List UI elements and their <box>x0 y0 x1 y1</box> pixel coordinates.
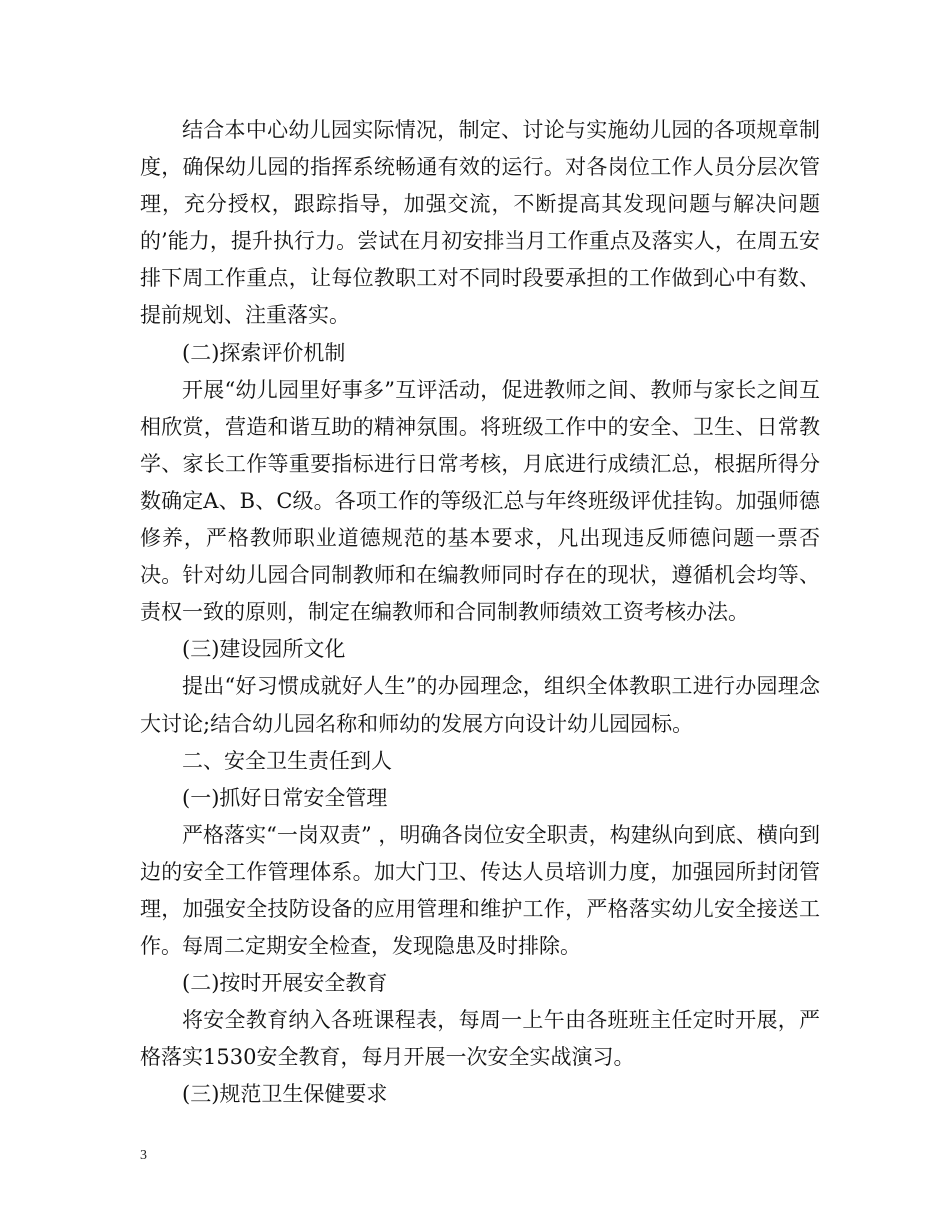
paragraph-management: 结合本中心幼儿园实际情况，制定、讨论与实施幼儿园的各项规章制度，确保幼儿园的指挥系统畅通有效的运行。对各岗位工作人员分层次管理，充分授权，跟踪指导，加强交流，不断提高其发现问题与解决问题的’能力，提升执行力。尝试在月初安排当月工作重点及落实人，在周五安排下周工作重点，让每位教职工对不同时段要承担的工作做到心中有数、提前规划、注重落实。 <box>140 118 820 328</box>
heading-safety-hygiene: 二、安全卫生责任到人 <box>182 748 392 773</box>
paragraph-evaluation: 开展“幼儿园里好事多”互评活动，促进教师之间、教师与家长之间互相欣赏，营造和谐互助的精神氛围。将班级工作中的安全、卫生、日常教学、家长工作等重要指标进行日常考核，月底进行成绩汇总，根据所得分数确定A、B、C级。各项工作的等级汇总与年终班级评优挂钩。加强师德修养，严格教师职业道德规范的基本要求，凡出现违反师德问题一票否决。针对幼儿园合同制教师和在编教师同时存在的现状，遵循机会均等、责权一致的原则，制定在编教师和合同制教师绩效工资考核办法。 <box>140 377 820 625</box>
paragraph-culture: 提出“好习惯成就好人生”的办园理念，组织全体教职工进行办园理念大讨论;结合幼儿园名称和师幼的发展方向设计幼儿园园标。 <box>140 674 820 736</box>
heading-campus-culture: (三)建设园所文化 <box>182 637 346 662</box>
page-number: 3 <box>140 1148 147 1163</box>
document-body <box>140 112 820 1114</box>
heading-hygiene: (三)规范卫生保健要求 <box>182 1082 388 1107</box>
heading-evaluation-mechanism: (二)探索评价机制 <box>182 340 346 365</box>
heading-safety-education: (二)按时开展安全教育 <box>182 971 388 996</box>
paragraph-daily-safety: 严格落实“一岗双责” ，明确各岗位安全职责，构建纵向到底、横向到边的安全工作管理体系。加大门卫、传达人员培训力度，加强园所封闭管理，加强安全技防设备的应用管理和维护工作，严格落实幼儿安全接送工作。每周二定期安全检查，发现隐患及时排除。 <box>140 822 820 959</box>
paragraph-safety-education: 将安全教育纳入各班课程表，每周一上午由各班班主任定时开展，严格落实1530安全教育，每月开展一次安全实战演习。 <box>140 1008 820 1070</box>
heading-daily-safety: (一)抓好日常安全管理 <box>182 785 388 810</box>
